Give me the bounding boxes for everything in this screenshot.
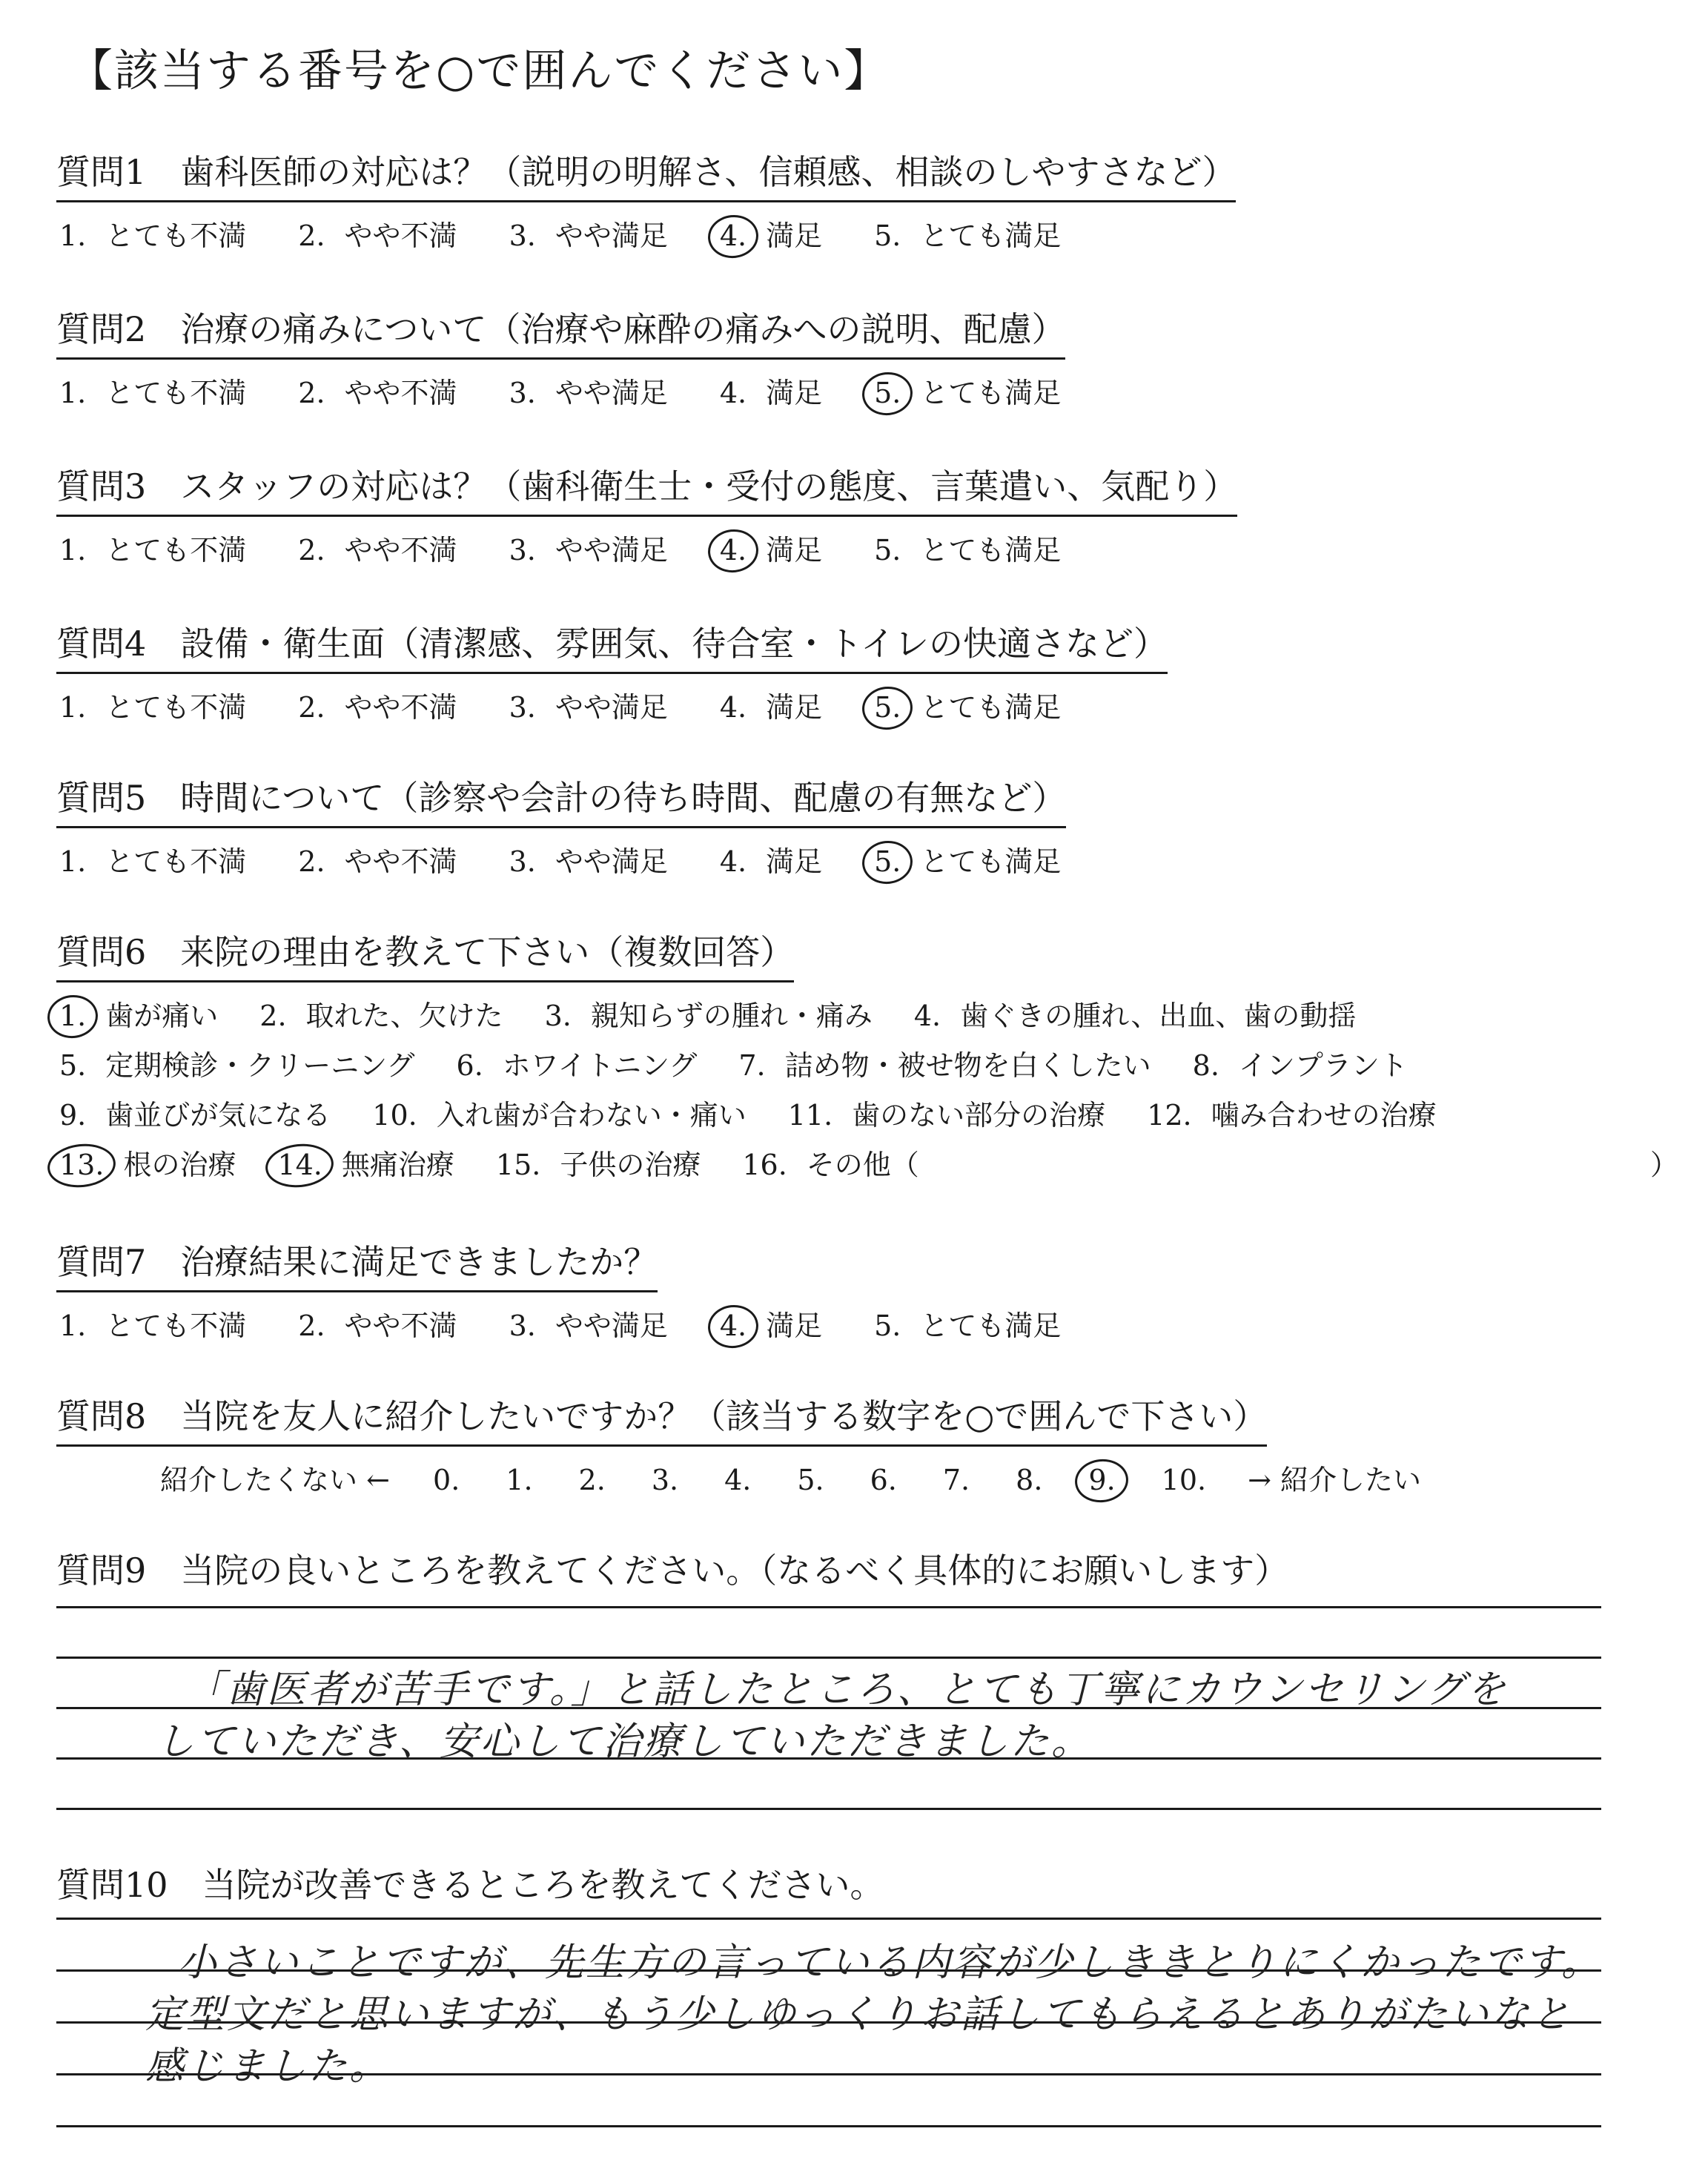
option-label: やや満足: [555, 845, 668, 878]
ruled-line: [56, 1606, 1601, 1608]
option-label: 満足: [766, 1309, 823, 1342]
option-label: とても不満: [105, 534, 247, 567]
handwritten-answer-9-line-1: 「歯医者が苦手です。」と話したところ、とても丁寧にカウンセリングを: [185, 1668, 1508, 1712]
reason-option[interactable]: [911, 993, 1357, 1034]
rating-option-2[interactable]: [295, 1303, 457, 1344]
reason-option[interactable]: [274, 1142, 454, 1183]
option-number: 15.: [495, 1149, 541, 1181]
rating-option-2[interactable]: [295, 370, 457, 411]
option-number: 5.: [874, 1309, 901, 1342]
option-number: 3.: [509, 534, 536, 567]
option-number: 1.: [59, 1309, 87, 1342]
reason-option[interactable]: [1144, 1092, 1436, 1133]
option-label: 満足: [766, 691, 823, 724]
option-number: 13.: [56, 1149, 107, 1181]
reason-option[interactable]: [454, 1043, 698, 1083]
option-number: 5.: [59, 1049, 87, 1082]
option-label: とても不満: [105, 691, 247, 724]
question-text: 治療の痛みについて（治療や麻酔の痛みへの説明、配慮）: [180, 309, 1066, 349]
rating-option-4[interactable]: [717, 370, 822, 411]
scale-value[interactable]: 0.: [433, 1464, 460, 1496]
rating-option-5[interactable]: [871, 370, 1061, 411]
question-number: 質問8: [56, 1396, 147, 1436]
option-label: 満足: [766, 377, 823, 409]
option-number: 3.: [509, 219, 536, 252]
scale-value[interactable]: 9.: [1084, 1464, 1119, 1496]
reason-option[interactable]: [739, 1142, 918, 1183]
question-text: スタッフの対応は？（歯科衛生士・受付の態度、言葉遣い、気配り）: [180, 466, 1238, 506]
option-number: 5.: [871, 845, 904, 878]
option-label: 歯が痛い: [105, 1000, 219, 1032]
option-number: 4.: [717, 534, 749, 567]
option-number: 10.: [372, 1099, 417, 1132]
option-number: 2.: [298, 845, 325, 878]
option-number: 12.: [1147, 1099, 1192, 1132]
rating-option-3[interactable]: [506, 213, 668, 254]
rating-options: [56, 527, 1237, 568]
option-label: 無痛治療: [341, 1149, 454, 1181]
rating-option-5[interactable]: [871, 1303, 1061, 1344]
option-label: 定期検診・クリーニング: [105, 1049, 415, 1082]
question-5: [56, 771, 1110, 879]
scale-right-label: → 紹介したい: [1248, 1464, 1422, 1496]
option-label: その他（: [806, 1149, 919, 1181]
question-number: 質問9: [56, 1550, 147, 1591]
option-label: とても満足: [920, 534, 1062, 567]
rating-option-4[interactable]: [717, 213, 822, 254]
rating-options: [56, 684, 1168, 725]
question-6: [56, 925, 1679, 1183]
rating-option-4[interactable]: [717, 527, 822, 568]
rating-option-2[interactable]: [295, 839, 457, 879]
option-label: 親知らずの腫れ・痛み: [590, 1000, 873, 1032]
rating-options: [56, 1303, 1110, 1344]
option-label: 満足: [766, 219, 823, 252]
option-label: 根の治療: [123, 1149, 236, 1181]
handwritten-answer-10-line-1: 小さいことですが、先生方の言っている内容が少しききとりにくかったです。: [178, 1941, 1602, 1985]
reason-row: [56, 1142, 1679, 1183]
rating-option-5[interactable]: [871, 213, 1061, 254]
question-text: 歯科医師の対応は？（説明の明解さ、信頼感、相談のしやすさなど）: [180, 152, 1237, 192]
option-number: 2.: [298, 219, 325, 252]
rating-option-3[interactable]: [506, 1303, 668, 1344]
option-number: 16.: [742, 1149, 787, 1181]
option-label: とても満足: [920, 691, 1062, 724]
instruction-header: 【該当する番号を○で囲んでください】: [68, 45, 890, 97]
question-text: 来院の理由を教えて下さい（複数回答）: [180, 932, 795, 972]
option-number: 5.: [871, 377, 904, 409]
option-number: 2.: [298, 1309, 325, 1342]
question-3: [56, 460, 1237, 568]
option-number: 3.: [509, 691, 536, 724]
option-number: 3.: [509, 1309, 536, 1342]
question-number: 質問4: [56, 624, 147, 664]
rating-option-2[interactable]: [295, 527, 457, 568]
option-label: とても不満: [105, 1309, 247, 1342]
reason-option[interactable]: [542, 993, 873, 1034]
question-4: [56, 617, 1168, 725]
option-label: やや不満: [344, 377, 457, 409]
scale-value[interactable]: 10.: [1161, 1464, 1207, 1496]
option-number: 6.: [456, 1049, 483, 1082]
rating-option-3[interactable]: [506, 684, 668, 725]
option-label: とても不満: [105, 219, 247, 252]
option-label: やや満足: [555, 219, 668, 252]
ruled-line: [56, 1808, 1601, 1810]
option-number: 11.: [787, 1099, 833, 1132]
scale-value[interactable]: 4.: [724, 1464, 752, 1496]
rating-option-1[interactable]: [56, 839, 246, 879]
scale-value[interactable]: 5.: [797, 1464, 824, 1496]
rating-option-1[interactable]: [56, 213, 246, 254]
handwritten-answer-9-line-2: していただき、安心して治療していただきました。: [156, 1720, 1092, 1764]
reason-row: [56, 993, 1475, 1034]
scale-left-label: 紹介したくない ←: [160, 1464, 390, 1496]
question-text: 設備・衛生面（清潔感、雰囲気、待合室・トイレの快適さなど）: [180, 624, 1168, 664]
rating-option-1[interactable]: [56, 1303, 246, 1344]
option-number: 1.: [59, 845, 87, 878]
option-label: とても満足: [920, 845, 1062, 878]
reason-option[interactable]: [735, 1043, 1151, 1083]
rating-option-4[interactable]: [717, 684, 822, 725]
scale-value[interactable]: 7.: [942, 1464, 970, 1496]
question-8: [56, 1390, 1421, 1498]
option-label: とても不満: [105, 377, 247, 409]
option-label: やや不満: [344, 534, 457, 567]
reason-row: [56, 1043, 1475, 1083]
option-number: 4.: [719, 691, 747, 724]
question-number: 質問7: [56, 1242, 147, 1282]
question-text: 当院を友人に紹介したいですか？（該当する数字を○で囲んで下さい）: [180, 1396, 1268, 1436]
scale-value[interactable]: 8.: [1016, 1464, 1043, 1496]
option-number: 7.: [738, 1049, 766, 1082]
question-text: 当院が改善できるところを教えてください。: [202, 1865, 884, 1905]
option-label: ホワイトニング: [502, 1049, 698, 1082]
option-number: 2.: [259, 1000, 287, 1032]
option-label: 子供の治療: [560, 1149, 701, 1181]
reason-option[interactable]: [56, 1092, 331, 1133]
question-9: [56, 1544, 1288, 1593]
reason-row: [56, 1092, 1475, 1133]
reason-options: [56, 993, 1679, 1183]
reason-option[interactable]: [785, 1092, 1105, 1133]
option-label: 満足: [766, 845, 823, 878]
question-number: 質問10: [56, 1865, 168, 1905]
option-number: 4.: [719, 377, 747, 409]
option-label: やや満足: [555, 534, 668, 567]
option-label: やや満足: [555, 377, 668, 409]
option-number: 9.: [59, 1099, 87, 1132]
reason-option[interactable]: [56, 1142, 236, 1183]
option-label: 取れた、欠けた: [305, 1000, 503, 1032]
reason-option[interactable]: [56, 1043, 415, 1083]
other-close-paren: ）: [1650, 1149, 1679, 1181]
option-number: 5.: [874, 534, 901, 567]
rating-option-1[interactable]: [56, 370, 246, 411]
question-text: 治療結果に満足できましたか？: [180, 1242, 658, 1282]
option-label: とても不満: [105, 845, 247, 878]
option-number: 2.: [298, 534, 325, 567]
ruled-line: [56, 1918, 1601, 1920]
reason-option[interactable]: [256, 993, 503, 1034]
option-label: 詰め物・被せ物を白くしたい: [784, 1049, 1151, 1082]
question-10: [56, 1858, 884, 1907]
option-label: 入れ歯が合わない・痛い: [436, 1099, 747, 1132]
question-number: 質問2: [56, 309, 147, 349]
rating-option-2[interactable]: [295, 213, 457, 254]
rating-options: [56, 370, 1110, 411]
option-label: やや不満: [344, 845, 457, 878]
rating-option-1[interactable]: [56, 684, 246, 725]
handwritten-answer-10-line-3: 感じました。: [145, 2044, 391, 2089]
rating-option-3[interactable]: [506, 839, 668, 879]
question-2: [56, 303, 1110, 411]
option-label: 歯並びが気になる: [105, 1099, 331, 1132]
rating-option-5[interactable]: [871, 839, 1061, 879]
rating-option-4[interactable]: [717, 1303, 822, 1344]
scale-value[interactable]: 1.: [506, 1464, 533, 1496]
option-number: 5.: [874, 219, 901, 252]
question-number: 質問5: [56, 778, 147, 818]
option-label: やや不満: [344, 219, 457, 252]
option-number: 5.: [871, 691, 904, 724]
rating-option-1[interactable]: [56, 527, 246, 568]
option-label: 歯のない部分の治療: [852, 1099, 1106, 1132]
reason-option[interactable]: [369, 1092, 746, 1133]
question-text: 当院の良いところを教えてください。（なるべく具体的にお願いします）: [180, 1550, 1289, 1591]
option-number: 4.: [913, 1000, 941, 1032]
scale-value[interactable]: 3.: [651, 1464, 679, 1496]
reason-option[interactable]: [1190, 1043, 1408, 1083]
option-label: とても満足: [920, 219, 1062, 252]
question-7: [56, 1235, 1110, 1344]
option-number: 1.: [59, 219, 87, 252]
option-number: 2.: [298, 691, 325, 724]
reason-option[interactable]: [493, 1142, 701, 1183]
option-label: 歯ぐきの腫れ、出血、歯の動揺: [960, 1000, 1357, 1032]
option-label: 満足: [766, 534, 823, 567]
option-number: 4.: [717, 1309, 749, 1342]
option-label: やや満足: [555, 691, 668, 724]
option-number: 3.: [544, 1000, 572, 1032]
rating-option-3[interactable]: [506, 527, 668, 568]
reason-option[interactable]: [56, 993, 218, 1034]
rating-option-2[interactable]: [295, 684, 457, 725]
option-label: やや不満: [344, 1309, 457, 1342]
option-number: 1.: [59, 377, 87, 409]
option-number: 8.: [1192, 1049, 1219, 1082]
question-number: 質問1: [56, 152, 147, 192]
option-label: 噛み合わせの治療: [1211, 1099, 1437, 1132]
option-label: インプラント: [1238, 1049, 1408, 1082]
option-number: 2.: [298, 377, 325, 409]
option-number: 4.: [717, 219, 749, 252]
rating-options: [56, 839, 1110, 879]
handwritten-answer-10-line-2: 定型文だと思いますが、もう少しゆっくりお話してもらえるとありがたいなと: [145, 1992, 1572, 2037]
rating-option-4[interactable]: [717, 839, 822, 879]
option-label: やや不満: [344, 691, 457, 724]
question-1: [56, 145, 1236, 254]
question-number: 質問3: [56, 466, 147, 506]
option-label: やや満足: [555, 1309, 668, 1342]
option-label: とても満足: [920, 1309, 1062, 1342]
option-number: 1.: [56, 1000, 89, 1032]
rating-options: [56, 213, 1236, 254]
question-number: 質問6: [56, 932, 147, 972]
rating-option-3[interactable]: [506, 370, 668, 411]
option-number: 3.: [509, 377, 536, 409]
option-number: 14.: [274, 1149, 325, 1181]
rating-option-5[interactable]: [871, 684, 1061, 725]
recommend-scale: [160, 1457, 1421, 1498]
scale-value[interactable]: 2.: [578, 1464, 606, 1496]
question-text: 時間について（診察や会計の待ち時間、配慮の有無など）: [180, 778, 1067, 818]
option-number: 1.: [59, 691, 87, 724]
option-number: 4.: [719, 845, 747, 878]
rating-option-5[interactable]: [871, 527, 1061, 568]
option-number: 1.: [59, 534, 87, 567]
scale-value[interactable]: 6.: [870, 1464, 897, 1496]
ruled-line: [56, 2125, 1601, 2127]
option-label: とても満足: [920, 377, 1062, 409]
option-number: 3.: [509, 845, 536, 878]
